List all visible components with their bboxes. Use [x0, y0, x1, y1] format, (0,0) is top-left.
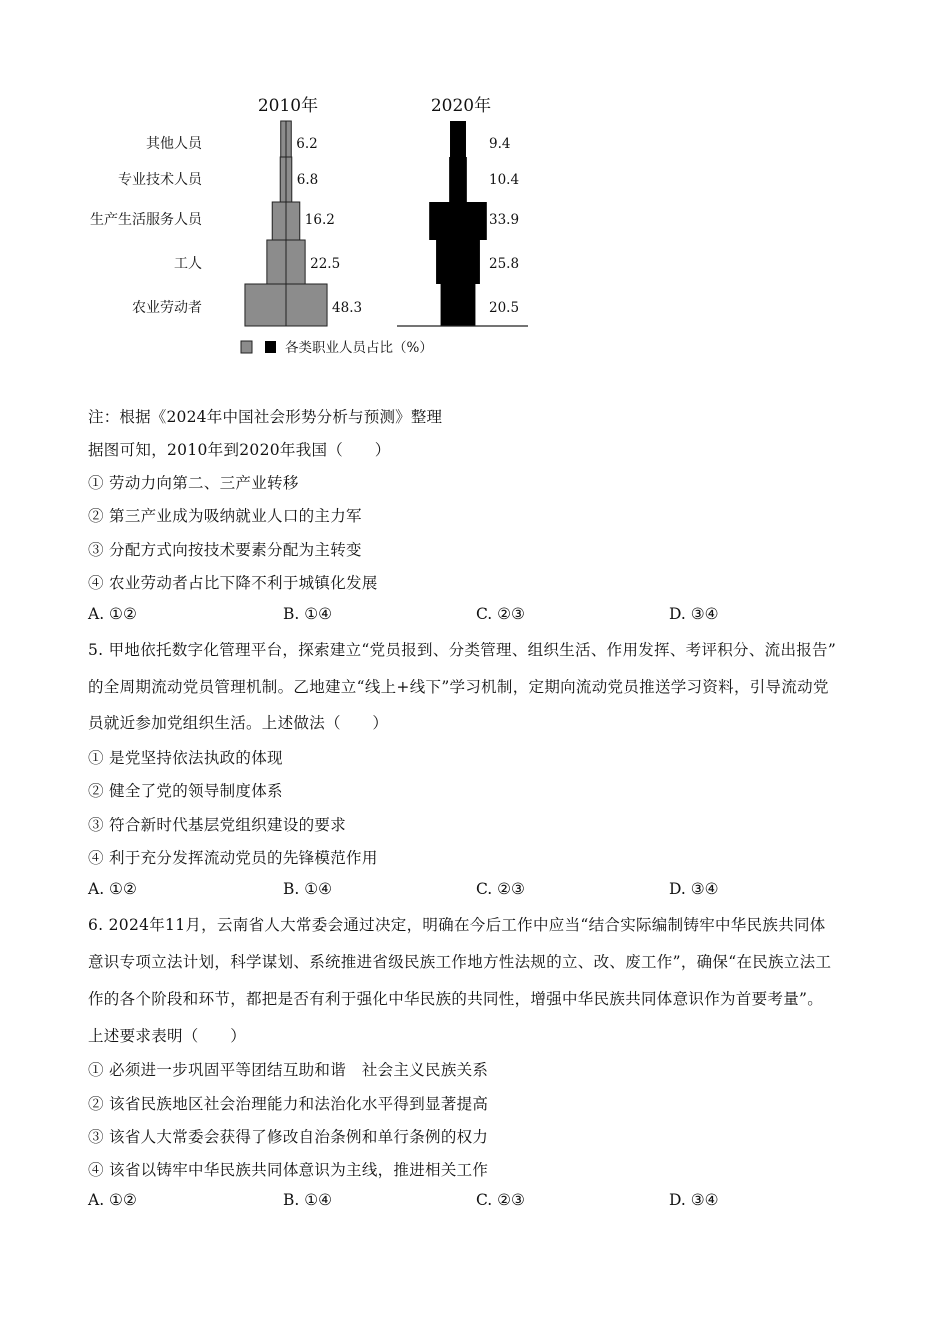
- chart-title-2010: 2010年: [257, 96, 319, 116]
- q5-item-2: ② 健全了党的领导制度体系: [88, 782, 283, 800]
- q5-stem-line-2: 的全周期流动党员管理机制。乙地建立“线上+线下”学习机制，定期向流动党员推送学习资料，引导流动党: [88, 678, 829, 696]
- q4-item-2: ② 第三产业成为吸纳就业人口的主力军: [88, 507, 362, 525]
- q6-item-2: ② 该省民族地区社会治理能力和法治化水平得到显著提高: [88, 1095, 489, 1113]
- category-label: 其他人员: [146, 136, 202, 152]
- legend-swatch-2010: [241, 341, 252, 353]
- data-label-2020: 10.4: [489, 172, 520, 188]
- bar-2020: [449, 157, 467, 202]
- category-label: 专业技术人员: [118, 172, 202, 188]
- chart-title-2020: 2020年: [430, 96, 492, 116]
- category-label: 生产生活服务人员: [90, 212, 202, 228]
- q4-option-d[interactable]: D. ③④: [669, 605, 719, 623]
- bar-2020: [441, 284, 476, 326]
- q5-option-c[interactable]: C. ②③: [476, 880, 525, 898]
- q6-option-a[interactable]: A. ①②: [88, 1191, 137, 1209]
- data-label-2010: 22.5: [310, 256, 341, 272]
- q4-item-1: ① 劳动力向第二、三产业转移: [88, 474, 299, 492]
- occupation-pyramid-chart: [0, 0, 950, 380]
- q6-stem-line-2: 意识专项立法计划，科学谋划、系统推进省级民族工作地方性法规的立、改、废工作”，确保“在民族立法工: [88, 953, 832, 971]
- bar-2020: [436, 240, 480, 284]
- q6-stem-line-1: 6. 2024年11月，云南省人大常委会通过决定，明确在今后工作中应当“结合实际编制铸牢中华民族共同体: [88, 916, 826, 934]
- q4-option-b[interactable]: B. ①④: [283, 605, 333, 623]
- q5-item-4: ④ 利于充分发挥流动党员的先锋模范作用: [88, 849, 378, 867]
- q6-option-d[interactable]: D. ③④: [669, 1191, 719, 1209]
- q6-option-c[interactable]: C. ②③: [476, 1191, 525, 1209]
- legend-label: 各类职业人员占比（%）: [285, 340, 433, 356]
- q5-item-1: ① 是党坚持依法执政的体现: [88, 749, 283, 767]
- q5-option-b[interactable]: B. ①④: [283, 880, 333, 898]
- q5-options: [88, 880, 848, 902]
- q5-option-d[interactable]: D. ③④: [669, 880, 719, 898]
- q4-item-3: ③ 分配方式向按技术要素分配为主转变: [88, 541, 362, 559]
- bar-2020: [429, 202, 487, 240]
- data-label-2010: 6.8: [296, 172, 319, 188]
- q4-stem: 据图可知，2010年到2020年我国（ ）: [88, 441, 391, 459]
- q4-option-c[interactable]: C. ②③: [476, 605, 525, 623]
- legend-swatch-2020: [265, 341, 276, 353]
- q4-option-a[interactable]: A. ①②: [88, 605, 137, 623]
- chart-source-note: 注：根据《2024年中国社会形势分析与预测》整理: [88, 408, 443, 426]
- q6-options: [88, 1191, 848, 1213]
- category-label: 工人: [174, 256, 202, 272]
- data-label-2010: 48.3: [332, 300, 363, 316]
- q5-stem-line-1: 5. 甲地依托数字化管理平台，探索建立“党员报到、分类管理、组织生活、作用发挥、考评积分、流出报告”: [88, 641, 837, 659]
- q6-stem-line-3: 作的各个阶段和环节，都把是否有利于强化中华民族的共同性，增强中华民族共同体意识作为首要考量”。: [88, 990, 824, 1008]
- q4-options: [88, 605, 848, 627]
- q6-item-3: ③ 该省人大常委会获得了修改自治条例和单行条例的权力: [88, 1128, 489, 1146]
- data-label-2010: 6.2: [296, 136, 318, 152]
- data-label-2020: 9.4: [489, 136, 511, 152]
- q6-option-b[interactable]: B. ①④: [283, 1191, 333, 1209]
- bar-2020: [450, 121, 466, 157]
- q5-option-a[interactable]: A. ①②: [88, 880, 137, 898]
- data-label-2010: 16.2: [304, 212, 335, 228]
- data-label-2020: 25.8: [489, 256, 520, 272]
- data-label-2020: 33.9: [489, 212, 520, 228]
- q5-stem-line-3: 员就近参加党组织生活。上述做法（ ）: [88, 714, 389, 732]
- category-label: 农业劳动者: [132, 300, 202, 316]
- q6-item-4: ④ 该省以铸牢中华民族共同体意识为主线，推进相关工作: [88, 1161, 489, 1179]
- q4-item-4: ④ 农业劳动者占比下降不利于城镇化发展: [88, 574, 378, 592]
- q6-stem-line-4: 上述要求表明（ ）: [88, 1027, 247, 1045]
- q5-item-3: ③ 符合新时代基层党组织建设的要求: [88, 816, 347, 834]
- data-label-2020: 20.5: [489, 300, 520, 316]
- q6-item-1: ① 必须进一步巩固平等团结互助和谐 社会主义民族关系: [88, 1061, 489, 1079]
